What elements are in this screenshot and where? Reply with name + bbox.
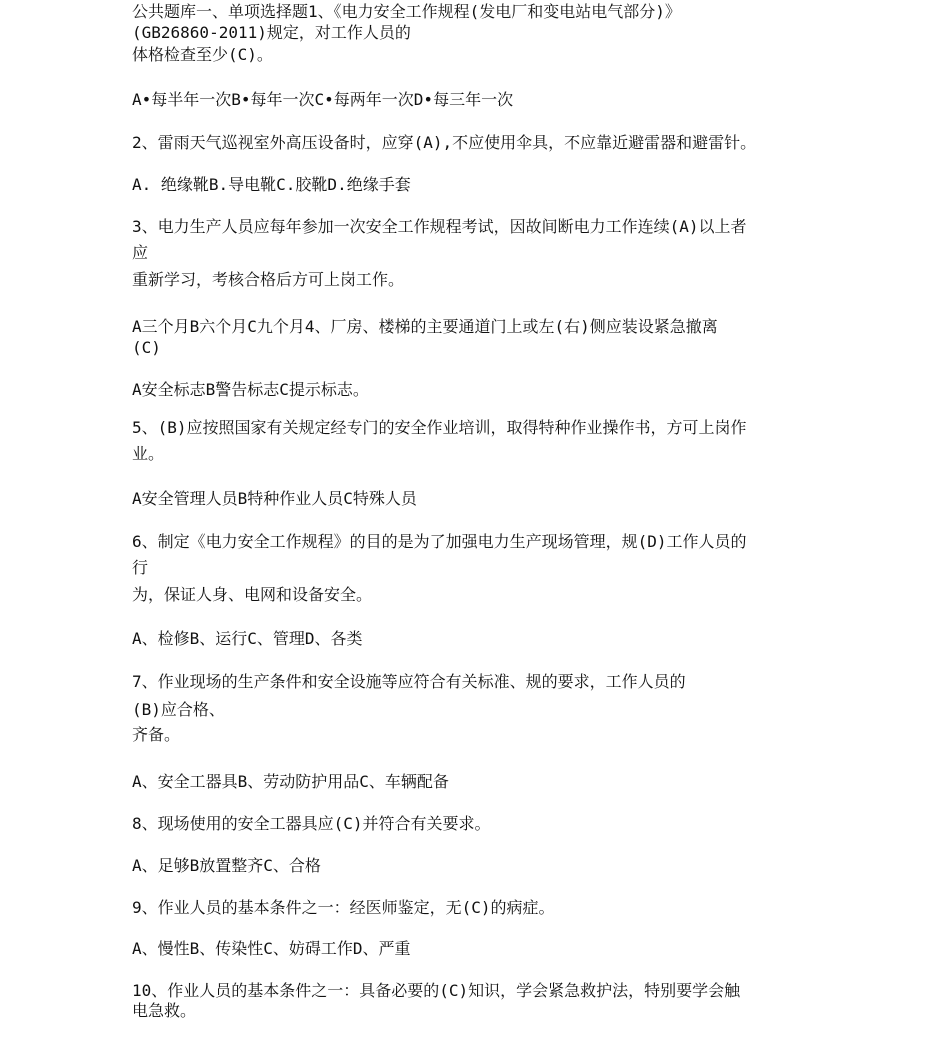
- text-line: A、安全工器具B、劳动防护用品C、车辆配备: [132, 772, 449, 791]
- text-line: A、足够B放置整齐C、合格: [132, 856, 321, 875]
- text-line: A、慢性B、传染性C、妨碍工作D、严重: [132, 939, 411, 958]
- text-line: A、检修B、运行C、管理D、各类: [132, 629, 363, 648]
- text-line: 重新学习，考核合格后方可上岗工作。: [132, 270, 405, 289]
- text-line: A•每半年一次B•每年一次C•每两年一次D•每三年一次: [132, 90, 514, 109]
- text-line: 3、电力生产人员应每年参加一次安全工作规程考试，因故间断电力工作连续(A)以上者: [132, 217, 747, 236]
- text-line: 公共题库一、单项选择题1、《电力安全工作规程(发电厂和变电站电气部分)》: [132, 2, 681, 21]
- text-line: 体格检查至少(C)。: [132, 45, 273, 64]
- text-line: 7、作业现场的生产条件和安全设施等应符合有关标准、规的要求，工作人员的: [132, 672, 686, 691]
- text-line: A. 绝缘靴B.导电靴C.胶靴D.绝缘手套: [132, 175, 411, 194]
- text-line: 2、雷雨天气巡视室外高压设备时，应穿(A),不应使用伞具，不应靠近避雷器和避雷针。: [132, 133, 757, 152]
- text-line: 行: [132, 558, 149, 577]
- text-line: 8、现场使用的安全工器具应(C)并符合有关要求。: [132, 814, 491, 833]
- text-line: 为，保证人身、电网和设备安全。: [132, 585, 373, 604]
- text-line: 电急救。: [132, 1001, 197, 1020]
- text-line: 齐备。: [132, 725, 181, 744]
- text-line: 业。: [132, 444, 165, 463]
- text-line: 10、作业人员的基本条件之一：具备必要的(C)知识，学会紧急救护法，特别要学会触: [132, 981, 741, 1000]
- text-line: (GB26860-2011)规定，对工作人员的: [132, 23, 411, 42]
- text-line: (C): [132, 338, 161, 357]
- text-line: (B)应合格、: [132, 700, 225, 719]
- text-line: A安全标志B警告标志C提示标志。: [132, 380, 369, 399]
- text-line: 应: [132, 243, 149, 262]
- text-line: 9、作业人员的基本条件之一：经医师鉴定，无(C)的病症。: [132, 898, 555, 917]
- text-line: A安全管理人员B特种作业人员C特殊人员: [132, 489, 417, 508]
- text-line: 5、(B)应按照国家有关规定经专门的安全作业培训，取得特种作业操作书，方可上岗作: [132, 418, 747, 437]
- text-line: 6、制定《电力安全工作规程》的目的是为了加强电力生产现场管理，规(D)工作人员的: [132, 532, 747, 551]
- text-line: A三个月B六个月C九个月4、厂房、楼梯的主要通道门上或左(右)侧应装设紧急撤离: [132, 317, 718, 336]
